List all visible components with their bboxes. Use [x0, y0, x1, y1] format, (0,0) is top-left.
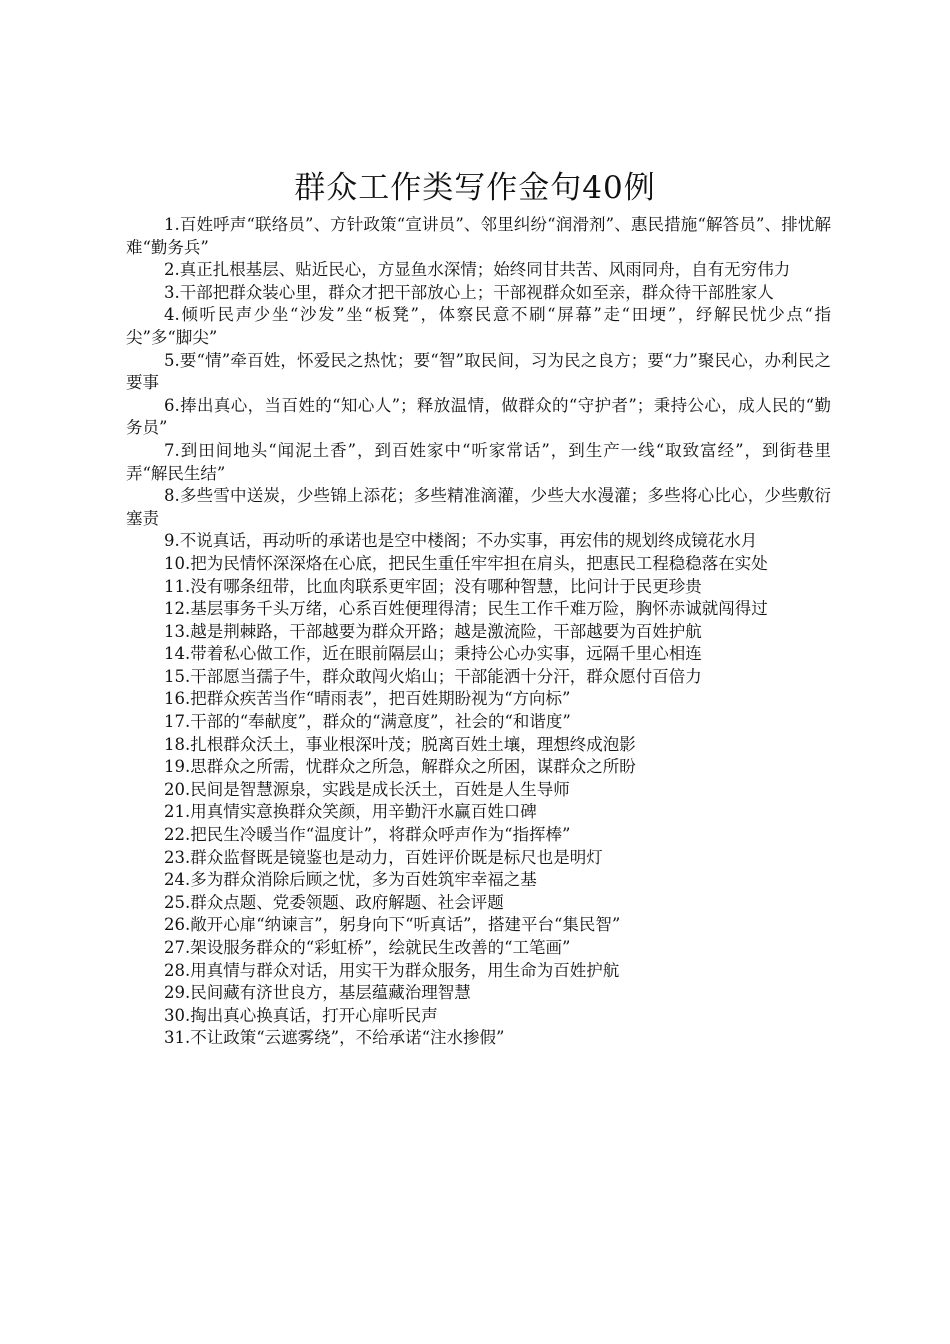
quote-item: 24.多为群众消除后顾之忧，多为百姓筑牢幸福之基 — [164, 870, 537, 890]
quote-item: 4.倾听民声少坐“沙发”坐“板凳”，体察民意不刷“屏幕”走“田埂”，纾解民忧少点“指尖”多“脚尖” — [126, 305, 831, 347]
quote-item: 30.掏出真心换真话，打开心扉听民声 — [164, 1005, 438, 1025]
quote-item: 6.捧出真心，当百姓的“知心人”；释放温情，做群众的“守护者”；秉持公心，成人民的“勤务员” — [126, 395, 831, 438]
quote-item: 19.思群众之所需，忧群众之所急，解群众之所困，谋群众之所盼 — [164, 757, 636, 777]
quote-item: 29.民间藏有济世良方，基层蕴藏治理智慧 — [164, 983, 471, 1003]
quote-item: 22.把民生冷暖当作“温度计”，将群众呼声作为“指挥棒” — [164, 825, 571, 845]
quote-item: 11.没有哪条纽带，比血肉联系更牢固；没有哪种智慧，比问计于民更珍贵 — [164, 576, 702, 596]
quote-item: 12.基层事务千头万绪，心系百姓便理得清；民生工作千难万险，胸怀赤诚就闯得过 — [164, 599, 768, 619]
quote-item: 14.带着私心做工作，近在眼前隔层山；秉持公心办实事，远隔千里心相连 — [164, 644, 702, 664]
quote-item: 5.要“情”牵百姓，怀爱民之热忱；要“智”取民间，习为民之良方；要“力”聚民心，办利民之要事 — [126, 350, 831, 393]
quote-list — [126, 214, 831, 1050]
quote-item: 17.干部的“奉献度”，群众的“满意度”，社会的“和谐度” — [164, 712, 571, 732]
quote-item: 3.干部把群众装心里，群众才把干部放心上；干部视群众如至亲，群众待干部胜家人 — [164, 282, 774, 302]
quote-item: 13.越是荆棘路，干部越要为群众开路；越是激流险，干部越要为百姓护航 — [164, 621, 702, 641]
quote-item: 15.干部愿当孺子牛，群众敢闯火焰山；干部能洒十分汗，群众愿付百倍力 — [164, 666, 702, 686]
quote-item: 7.到田间地头“闻泥土香”，到百姓家中“听家常话”，到生产一线“取致富经”，到街巷里弄“解民生结” — [126, 440, 831, 483]
quote-item: 21.用真情实意换群众笑颜，用辛勤汗水赢百姓口碑 — [164, 802, 537, 822]
quote-item: 26.敞开心扉“纳谏言”，躬身向下“听真话”，搭建平台“集民智” — [164, 915, 621, 935]
quote-item: 2.真正扎根基层、贴近民心，方显鱼水深情；始终同甘共苦、风雨同舟，自有无穷伟力 — [164, 260, 791, 280]
quote-item: 28.用真情与群众对话，用实干为群众服务，用生命为百姓护航 — [164, 960, 620, 980]
quote-item: 10.把为民情怀深深烙在心底，把民生重任牢牢担在肩头，把惠民工程稳稳落在实处 — [164, 553, 768, 573]
quote-item: 23.群众监督既是镜鉴也是动力，百姓评价既是标尺也是明灯 — [164, 847, 603, 867]
quote-item: 16.把群众疾苦当作“晴雨表”，把百姓期盼视为“方向标” — [164, 689, 571, 709]
quote-item: 18.扎根群众沃土，事业根深叶茂；脱离百姓土壤，理想终成泡影 — [164, 734, 636, 754]
quote-item: 31.不让政策“云遮雾绕”，不给承诺“注水掺假” — [164, 1028, 505, 1048]
quote-item: 8.多些雪中送炭，少些锦上添花；多些精准滴灌，少些大水漫灌；多些将心比心，少些敷衍塞责 — [126, 486, 831, 528]
quote-item: 25.群众点题、党委领题、政府解题、社会评题 — [164, 892, 504, 912]
quote-item: 27.架设服务群众的“彩虹桥”，绘就民生改善的“工笔画” — [164, 938, 571, 957]
document-title: 群众工作类写作金句40例 — [294, 170, 656, 206]
quote-item: 9.不说真话，再动听的承诺也是空中楼阁；不办实事，再宏伟的规划终成镜花水月 — [164, 531, 758, 551]
quote-item: 1.百姓呼声“联络员”、方针政策“宣讲员”、邻里纠纷“润滑剂”、惠民措施“解答员”、排忧解难“勤务兵” — [126, 215, 831, 257]
quote-item: 20.民间是智慧源泉，实践是成长沃土，百姓是人生导师 — [164, 779, 570, 799]
